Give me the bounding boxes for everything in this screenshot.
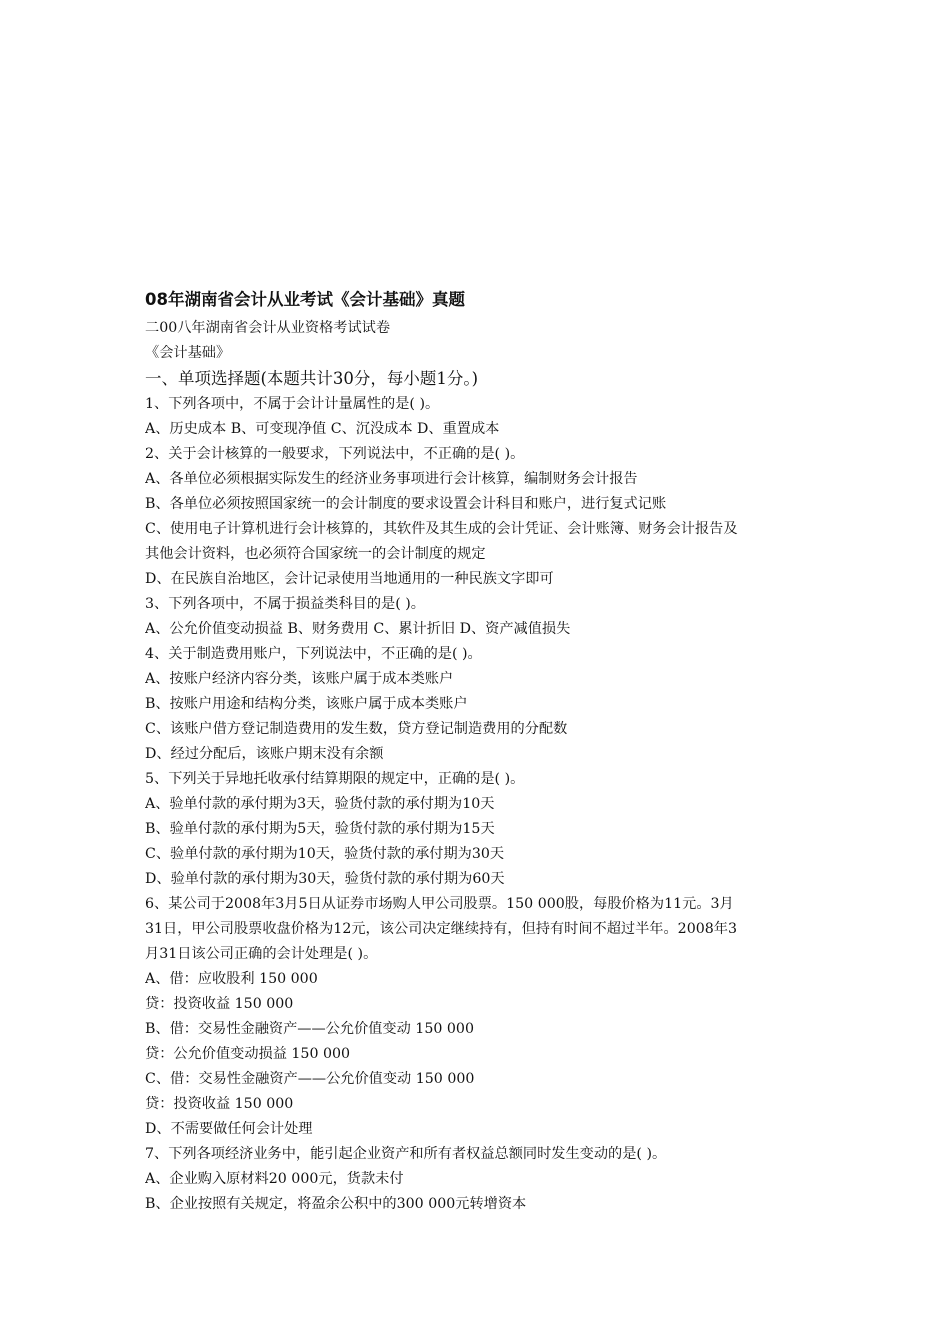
text-line: D、经过分配后，该账户期末没有余额	[145, 746, 384, 762]
section-heading: 一、单项选择题(本题共计30分，每小题1分。)	[145, 369, 479, 388]
text-line: B、借：交易性金融资产——公允价值变动 150 000	[145, 1021, 474, 1037]
document-page	[145, 288, 815, 1217]
text-line: C、该账户借方登记制造费用的发生数，贷方登记制造费用的分配数	[145, 721, 568, 737]
text-line: 1、下列各项中，不属于会计计量属性的是( )。	[145, 396, 440, 412]
text-line: 7、下列各项经济业务中，能引起企业资产和所有者权益总额同时发生变动的是( )。	[145, 1146, 667, 1162]
question-lines	[145, 392, 815, 1217]
text-line: A、验单付款的承付期为3天，验货付款的承付期为10天	[145, 796, 495, 812]
text-line: D、不需要做任何会计处理	[145, 1121, 313, 1137]
text-line: D、在民族自治地区，会计记录使用当地通用的一种民族文字即可	[145, 571, 554, 587]
text-line: 2、关于会计核算的一般要求，下列说法中，不正确的是( )。	[145, 446, 525, 462]
text-line: B、按账户用途和结构分类，该账户属于成本类账户	[145, 696, 468, 712]
text-line: 贷：公允价值变动损益 150 000	[145, 1046, 351, 1062]
text-line: 贷：投资收益 150 000	[145, 996, 294, 1012]
text-line: 5、下列关于异地托收承付结算期限的规定中，正确的是( )。	[145, 771, 525, 787]
text-line: A、借：应收股利 150 000	[145, 971, 318, 987]
text-line: B、企业按照有关规定，将盈余公积中的300 000元转增资本	[145, 1196, 527, 1212]
text-line: 3、下列各项中，不属于损益类科目的是( )。	[145, 596, 425, 612]
text-line: C、借：交易性金融资产——公允价值变动 150 000	[145, 1071, 475, 1087]
text-line: 4、关于制造费用账户，下列说法中，不正确的是( )。	[145, 646, 482, 662]
text-line: A、企业购入原材料20 000元，货款未付	[145, 1171, 404, 1187]
text-line: D、验单付款的承付期为30天，验货付款的承付期为60天	[145, 871, 505, 887]
text-line: A、各单位必须根据实际发生的经济业务事项进行会计核算，编制财务会计报告	[145, 471, 638, 487]
text-line: 31日，甲公司股票收盘价格为12元，该公司决定继续持有，但持有时间不超过半年。2008年3	[145, 921, 737, 937]
text-line: 贷：投资收益 150 000	[145, 1096, 294, 1112]
text-line: A、历史成本 B、可变现净值 C、沉没成本 D、重置成本	[145, 421, 500, 437]
document-subject: 《会计基础》	[145, 345, 231, 361]
text-line: 其他会计资料，也必须符合国家统一的会计制度的规定	[145, 546, 486, 562]
text-line: A、按账户经济内容分类，该账户属于成本类账户	[145, 671, 454, 687]
text-line: B、验单付款的承付期为5天，验货付款的承付期为15天	[145, 821, 495, 837]
text-line: 6、某公司于2008年3月5日从证券市场购人甲公司股票。150 000股，每股价格为11元。3月	[145, 896, 734, 912]
text-line: C、验单付款的承付期为10天，验货付款的承付期为30天	[145, 846, 505, 862]
text-line: 月31日该公司正确的会计处理是( )。	[145, 946, 378, 962]
text-line: C、使用电子计算机进行会计核算的，其软件及其生成的会计凭证、会计账簿、财务会计报告及	[145, 521, 738, 537]
document-title: 08年湖南省会计从业考试《会计基础》真题	[145, 290, 465, 309]
document-subtitle: 二00八年湖南省会计从业资格考试试卷	[145, 320, 391, 336]
text-line: B、各单位必须按照国家统一的会计制度的要求设置会计科目和账户，进行复式记账	[145, 496, 667, 512]
text-line: A、公允价值变动损益 B、财务费用 C、累计折旧 D、资产减值损失	[145, 621, 571, 637]
